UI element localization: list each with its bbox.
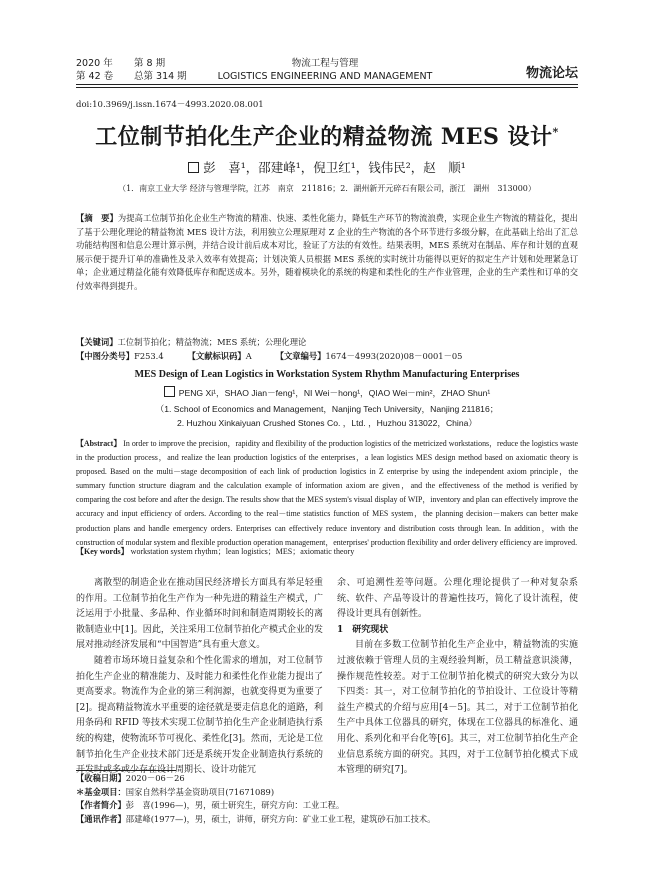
doc-code-value: A bbox=[245, 351, 252, 361]
affiliation-cn: （1．南京工业大学 经济与管理学院，江苏 南京 211816；2．湖州新开元碎石有限公司，浙江 湖州 313000） bbox=[118, 184, 536, 193]
article-number-label: 【文章编号】 bbox=[275, 351, 326, 361]
corresponding-value: 邵建峰(1977—)，男，硕士，讲师，研究方向：矿业工业工程，建筑砂石加工技术。 bbox=[125, 813, 436, 824]
keywords-en-text: workstation system rhythm；lean logistics；MES；axiomatic theory bbox=[130, 547, 355, 556]
year: 2020 年 bbox=[76, 58, 113, 69]
abstract-cn bbox=[76, 212, 578, 293]
footnote-rule bbox=[76, 770, 176, 771]
body-paragraph: 目前在多数工位制节拍化生产企业中，精益物流的实施过渡依赖于管理人员的主观经验判断，员工精益意识淡薄，操作规范性较差。对于工位制节拍化模式的研究大致分为以下四类：其一，对工位制节拍化的节拍设计、工位设计等精益生产模式的介绍与应用[4－5]。其二，对于工位制节拍化生产中具体工位器具的研究，体现在工位器具的标准化、通用化、系列化和平台化等[6]。其三，对工位制节拍化生产企业信息系统方面的研究。其四，对于工位制节拍化模式下成本管理的研究[7]。 bbox=[337, 640, 578, 776]
body-column-left bbox=[76, 576, 323, 779]
header-rule bbox=[76, 84, 578, 85]
section-heading: 1 研究现状 bbox=[337, 624, 389, 635]
received-date bbox=[76, 772, 578, 786]
journal-name bbox=[200, 57, 450, 83]
journal-issue-info bbox=[76, 57, 187, 83]
article-number-value: 1674－4993(2020)08－0001－05 bbox=[325, 351, 463, 361]
journal-name-cn: 物流工程与管理 bbox=[291, 58, 359, 69]
fund-label: ＊基金项目： bbox=[76, 786, 126, 797]
author-bio bbox=[76, 799, 578, 813]
doi: doi:10.3969/j.issn.1674－4993.2020.08.001 bbox=[76, 100, 264, 110]
keywords-en bbox=[76, 546, 578, 557]
doc-code bbox=[188, 350, 252, 362]
doc-code-label: 【文献标识码】 bbox=[187, 351, 246, 361]
authors-en bbox=[76, 386, 578, 399]
volume: 第 42 卷 bbox=[76, 71, 114, 82]
box-icon bbox=[188, 162, 199, 173]
received-label: 【收稿日期】 bbox=[76, 773, 126, 783]
title-footnote-mark: * bbox=[552, 125, 559, 139]
clc-label: 【中图分类号】 bbox=[76, 351, 135, 361]
authors-cn bbox=[76, 158, 578, 176]
corresponding-label: 【通讯作者】 bbox=[76, 813, 126, 824]
article-number bbox=[276, 350, 463, 362]
fund bbox=[76, 786, 578, 800]
received-value: 2020－06－26 bbox=[125, 773, 185, 783]
affiliation-en bbox=[76, 402, 578, 430]
title-cn bbox=[76, 120, 578, 151]
author-bio-label: 【作者简介】 bbox=[76, 800, 126, 810]
body-paragraph: 余、可追溯性差等问题。公理化理论提供了一种对复杂系统、软件、产品等设计的普遍性技巧，简化了设计流程，使得设计更具有创新性。 bbox=[337, 578, 578, 620]
affiliation-en-2: 2. Huzhou Xinkaiyuan Crushed Stones Co. ，Ltd. ，Huzhou 313022，China） bbox=[176, 418, 477, 428]
issue: 第 8 期 bbox=[134, 58, 166, 69]
abstract-en-text: In order to improve the precision，rapidity and flexibility of the production logistics of the metricized workstations，reduce the logistics waste in the production process，and realize the lean production logistics of the enterprises，a lean logistics MES design method based on axiomatic theory is proposed. Based on the multi－stage decomposition of each link of production logistics in Z enterprise by using the independent axiom principle，the summary function structure diagram and the calculation example of information axiom are given，and the effectiveness of the method is verified by comparing the cost before and after the design. The results show that the MES system's visual display of WIP，inventory and plan can effectively improve the accuracy and input efficiency of orders. According to the real－time statistics function of MES system，the planning decision－makers can better make production plans and handle emergency orders. Enterprises can effectively reduce inventory and distribution costs through lean. In addition，with the construction of modular system and flexible production operation management，enterprises' production flexibility and order delivery efficiency are improved. bbox=[76, 439, 578, 547]
abstract-cn-text: 为提高工位制节拍化企业生产物流的精准、快速、柔性化能力，降低生产环节的物流浪费，实现企业生产物流的精益化，提出了基于公理化理论的精益物流 MES 设计方法，利用独立公理原理对 Z 企业的生产物流的各个环节进行多级分解，在此基础上给出了汇总功能结构图和信息公理计算示例，并结合设计前后成本对比，验证了方法的有效性。结果表明，MES 系统对在制品、库存和计划的直观展示便于提升订单的准确性及录入效率有效提高；计划决策人员根据 MES 系统的实时统计功能得以更好的拟定生产计划和处理紧急订单；企业通过精益化能有效降低库存和配送成本。另外，随着模块化的系统的构建和柔性化的生产作业管理，企业的生产柔性和订单的交付效率得到提升。 bbox=[76, 213, 578, 291]
affiliation-en-1: （1. School of Economics and Management，Nanjing Tech University，Nanjing 211816； bbox=[155, 404, 499, 414]
author-bio-value: 彭 喜(1996—)，男，硕士研究生，研究方向：工业工程。 bbox=[125, 800, 345, 810]
column-name: 物流论坛 bbox=[525, 66, 578, 81]
clc bbox=[76, 350, 164, 362]
footnotes bbox=[76, 772, 578, 826]
classification-row bbox=[76, 350, 578, 362]
title-en: MES Design of Lean Logistics in Workstation System Rhythm Manufacturing Enterprises bbox=[134, 369, 520, 380]
abstract-en-label: 【Abstract】 bbox=[76, 439, 122, 448]
journal-name-en: LOGISTICS ENGINEERING AND MANAGEMENT bbox=[217, 71, 433, 82]
corresponding-author bbox=[76, 813, 578, 827]
keywords-en-label: 【Key words】 bbox=[76, 547, 129, 556]
abstract-en bbox=[76, 437, 578, 550]
keywords-cn-label: 【关键词】 bbox=[76, 337, 118, 347]
keywords-cn bbox=[76, 336, 578, 348]
authors-cn-text: 彭 喜¹，邵建峰¹，倪卫红¹，钱伟民²，赵 顺¹ bbox=[203, 160, 466, 175]
total-issue: 总第 314 期 bbox=[134, 71, 187, 82]
authors-en-text: PENG Xi¹，SHAO Jian－feng¹，NI Wei－hong¹，QIAO Wei－min²，ZHAO Shun¹ bbox=[178, 388, 491, 398]
title-cn-text: 工位制节拍化生产企业的精益物流 MES 设计 bbox=[95, 124, 553, 150]
clc-value: F253.4 bbox=[134, 351, 164, 361]
abstract-cn-label: 【摘 要】 bbox=[76, 213, 118, 223]
body-paragraph: 离散型的制造企业在推动国民经济增长方面具有举足轻重的作用。工位制节拍化生产作为一种先进的精益生产模式，广泛运用于小批量、多品种、作业循环时间和制造周期较长的离散制造业中[1]。因此，关注采用工位制节拍化产模式企业的发展对推动经济发展和“中国智造”具有重大意义。 bbox=[76, 578, 323, 651]
fund-value: 国家自然科学基金资助项目(71671089) bbox=[125, 786, 275, 797]
box-icon bbox=[164, 386, 175, 397]
body-column-right bbox=[337, 576, 578, 779]
header-rule-thin bbox=[76, 87, 578, 88]
keywords-cn-text: 工位制节拍化；精益物流；MES 系统；公理化理论 bbox=[117, 337, 307, 347]
body-paragraph: 随着市场环境日益复杂和个性化需求的增加，对工位制节拍化生产企业的精准能力、及时能力和柔性化作业能力提出了更高要求。物流作为企业的第三利润源，也就变得更为重要了[2]。提高精益物流水平重要的途径就是要走信息化的道路，利用条码和 RFID 等技术实现工位制节拍化生产企业制造执行系统的构建，使物流环节可视化、柔性化[3]。然而，无论是工位制节拍化生产企业技术部门还是系统开发企业制造执行系统的开发时或多或少存在设计周期长、设计功能冗 bbox=[76, 655, 323, 776]
